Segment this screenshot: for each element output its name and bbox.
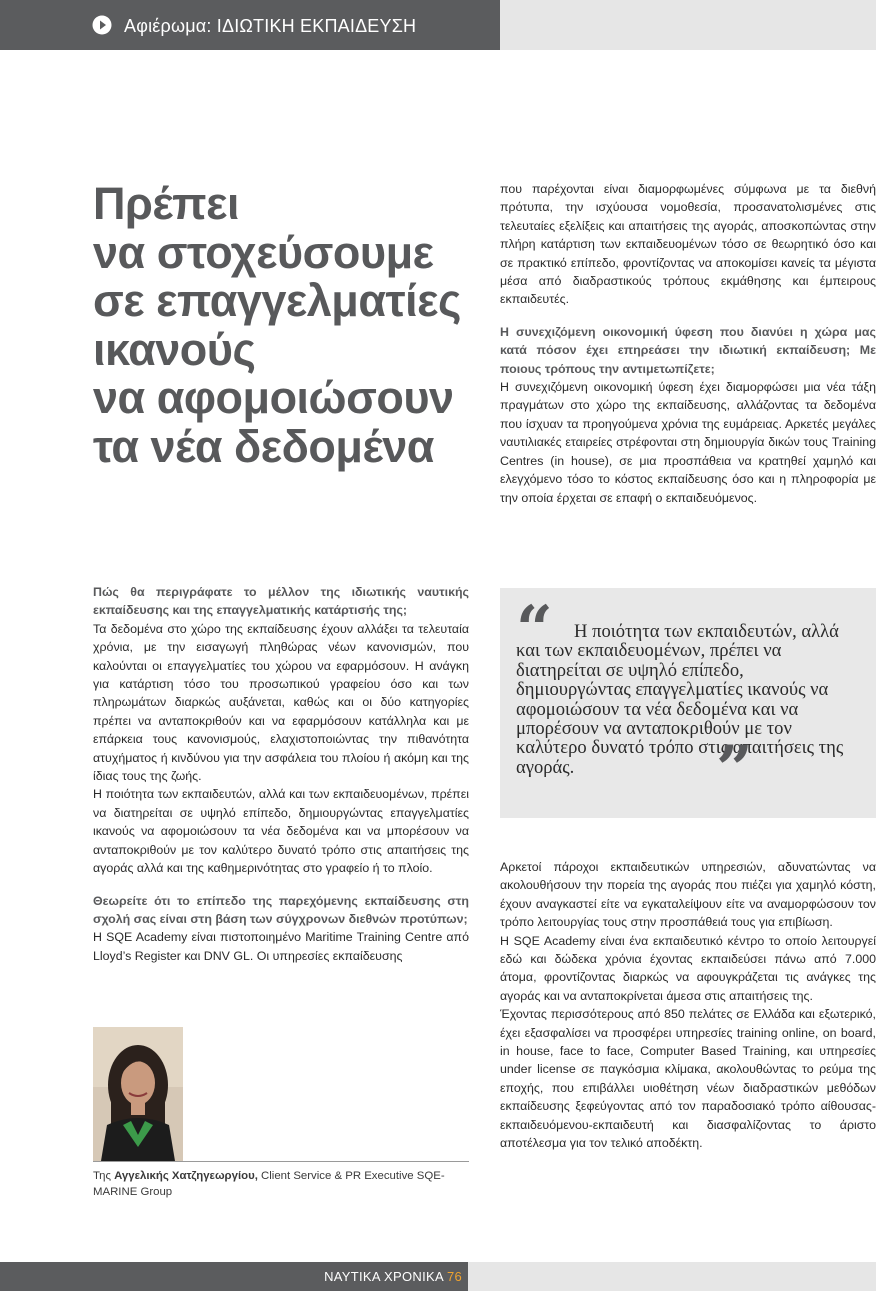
section-header-bar [0, 0, 500, 50]
interview-question: Πώς θα περιγράφατε το μέλλον της ιδιωτικής ναυτικής εκπαίδευσης και της επαγγελματικής κατάρτισής της; [93, 585, 469, 618]
author-caption [93, 1168, 473, 1200]
pull-quote-text: Η ποιότητα των εκπαιδευτών, αλλά και των εκπαιδευομένων, πρέπει να διατηρείται σε υψηλό επίπεδο, δημιουργώντας επαγγελματίες ικανούς να αφομοιώσουν τα νέα δεδομένα και να μπορέσουν να ανταποκριθούν με τον καλύτερο δυνατό τρόπο στις απαιτήσεις της αγοράς. [516, 621, 844, 778]
headline-line: να στοχεύσουμε [93, 226, 434, 278]
footer-bar [0, 1262, 468, 1291]
body-paragraph: Η ποιότητα των εκπαιδευτών, αλλά και των εκπαιδευομένων, πρέπει να διατηρείται σε υψηλό επίπεδο, δημιουργώντας επαγγελματίες ικανούς να αφομοιώσουν τα νέα δεδομένα και να μπορέσουν να ανταποκριθούν με τον καλύτερο δυνατό τρόπο στις απαιτήσεις της αγοράς αλλά και της καθημερινότητας στο γραφείο ή το πλοίο. [93, 787, 469, 876]
author-photo [93, 1027, 183, 1161]
pull-quote-box [500, 588, 876, 818]
body-paragraph: που παρέχονται είναι διαμορφωμένες σύμφωνα με τα διεθνή πρότυπα, την ισχύουσα νομοθεσία, προσανατολισμένες στις τελευταίες εξελίξεις και απαιτήσεις της αγοράς, αποσκοπώντας στην πλήρη κατάρτιση των εκπαιδευομένων τόσο σε θεωρητικό όσο και σε πρακτικό επίπεδο, φροντίζοντας να αποκομίσει κανείς τα μέγιστα μέσα από διαδραστικούς τρόπους εκμάθησης και έμπειρους εκπαιδευτές. [500, 182, 876, 307]
close-quote-mark: ” [716, 732, 753, 807]
right-column-bottom [500, 858, 876, 1167]
open-quote-mark: “ [516, 592, 553, 667]
headline-line: ικανούς [93, 323, 256, 375]
interview-question: Θεωρείτε ότι το επίπεδο της παρεχόμενης εκπαίδευσης στη σχολή σας είναι στη βάση των σύγχρονων διεθνών προτύπων; [93, 893, 469, 926]
play-circle-icon [92, 15, 112, 35]
author-portrait-image [93, 1027, 183, 1161]
body-paragraph: Έχοντας περισσότερους από 850 πελάτες σε Ελλάδα και εξωτερικό, έχει εξασφαλίσει να προσφέρει υπηρεσίες training online, on board, in house, face to face, Computer Based Training, και υπηρεσίες under license σε παγκόσμια κλίμακα, ακολουθώντας το ρεύμα της εποχής, που επιβάλλει υιοθέτηση νέων διαδραστικών μεθόδων εκπαίδευσης ξεφεύγοντας από τον παραδοσιακό τρόπο αίθουσας-εκπαιδευόμενου-εκπαιδευτή και διασφαλίζοντας το άριστο αποτέλεσμα για τον τελικό αποδέκτη. [500, 1007, 876, 1151]
headline-line: τα νέα δεδομένα [93, 420, 434, 472]
qa-block [500, 323, 876, 507]
section-label: Αφιέρωμα: ΙΔΙΩΤΙΚΗ ΕΚΠΑΙΔΕΥΣΗ [124, 15, 417, 36]
left-column [93, 583, 469, 979]
interview-answer: Η SQE Academy είναι πιστοποιημένο Maritime Training Centre από Lloyd’s Register και DNV GL. Οι υπηρεσίες εκπαίδευσης [93, 930, 469, 963]
headline-line: να αφομοιώσουν [93, 372, 454, 423]
caption-divider [93, 1161, 469, 1162]
page-number: 76 [446, 1269, 462, 1284]
interview-question: Η συνεχιζόμενη οικονομική ύφεση που διανύει η χώρα μας κατά πόσον έχει επηρεάσει την ιδιωτική εκπαίδευση; Με ποιους τρόπους την αντιμετωπίζετε; [500, 324, 876, 376]
article-headline [93, 180, 493, 471]
caption-prefix: Της [93, 1170, 111, 1182]
interview-answer: Τα δεδομένα στο χώρο της εκπαίδευσης έχουν αλλάξει τα τελευταία χρόνια, με την εισαγωγή πληθώρας νέων κανονισμών, που καλούνται οι επαγγελματίες του χώρου να εφαρμόσουν. Η ανάγκη για κατάρτιση τόσο του προσωπικού γραφείου όσο και των πληρωμάτων διαρκώς αυξάνεται, καθώς και οι δύο κατηγορίες πρέπει να ανταποκριθούν και να εφαρμόσουν κατάλληλα και με επάρκεια τους κανονισμούς, ελαχιστοποιώντας την πιθανότητα ατυχήματος ή κινδύνου για την ασφάλεια του πλοίου ή ακόμη και της ίδιας τους της ζωής. [93, 621, 469, 784]
qa-block [93, 583, 469, 785]
body-paragraph: Αρκετοί πάροχοι εκπαιδευτικών υπηρεσιών, αδυνατώντας να ακολουθήσουν την πορεία της αγοράς που πιέζει για χαμηλό κόστη, έχουν αναγκαστεί είτε να εγκαταλείψουν είτε να αναμορφώσουν τον τρόπο λειτουργίας τους στην προσπάθειά τους για επιβίωση. [500, 860, 876, 930]
author-name: Αγγελικής Χατζηγεωργίου, [114, 1170, 258, 1182]
interview-answer: Η συνεχιζόμενη οικονομική ύφεση έχει διαμορφώσει μια νέα τάξη πραγμάτων στο χώρο της εκπαίδευσης, αλλάζοντας τα δεδομένα που ίσχυαν τα προηγούμενα χρόνια της ευμάρειας. Αρκετές μεγάλες ναυτιλιακές εταιρείες στρέφονται στη δημιουργία δικών τους Training Centres (in house), σε μια προσπάθεια να κρατηθεί χαμηλό και ελεγχόμενο τόσο το κόστος εκπαίδευσης όσο και η πληροφορία με την οποία έρχεται σε επαφή ο εκπαιδευόμενος. [500, 380, 876, 505]
headline-line: σε επαγγελματίες [93, 275, 461, 326]
header-bar-light [500, 0, 876, 50]
qa-block [93, 892, 469, 966]
headline-line: Πρέπει [93, 178, 239, 229]
body-paragraph: Η SQE Academy είναι ένα εκπαιδευτικό κέντρο το οποίο λειτουργεί εδώ και δώδεκα χρόνια έχοντας εκπαιδεύσει πάνω από 7.000 άτομα, φροντίζοντας διαρκώς να αφουγκράζεται τις ανάγκες της αγοράς και να ανταποκρίνεται άμεσα στις απαιτήσεις της. [500, 933, 876, 1003]
right-column-top [500, 180, 876, 521]
author-role: Client Service & PR Executive SQE-MARINE Group [93, 1170, 445, 1198]
footer-bar-light [468, 1262, 876, 1291]
magazine-name: ΝΑΥΤΙΚΑ ΧΡΟΝΙΚΑ [324, 1269, 444, 1284]
footer-label [324, 1262, 462, 1291]
